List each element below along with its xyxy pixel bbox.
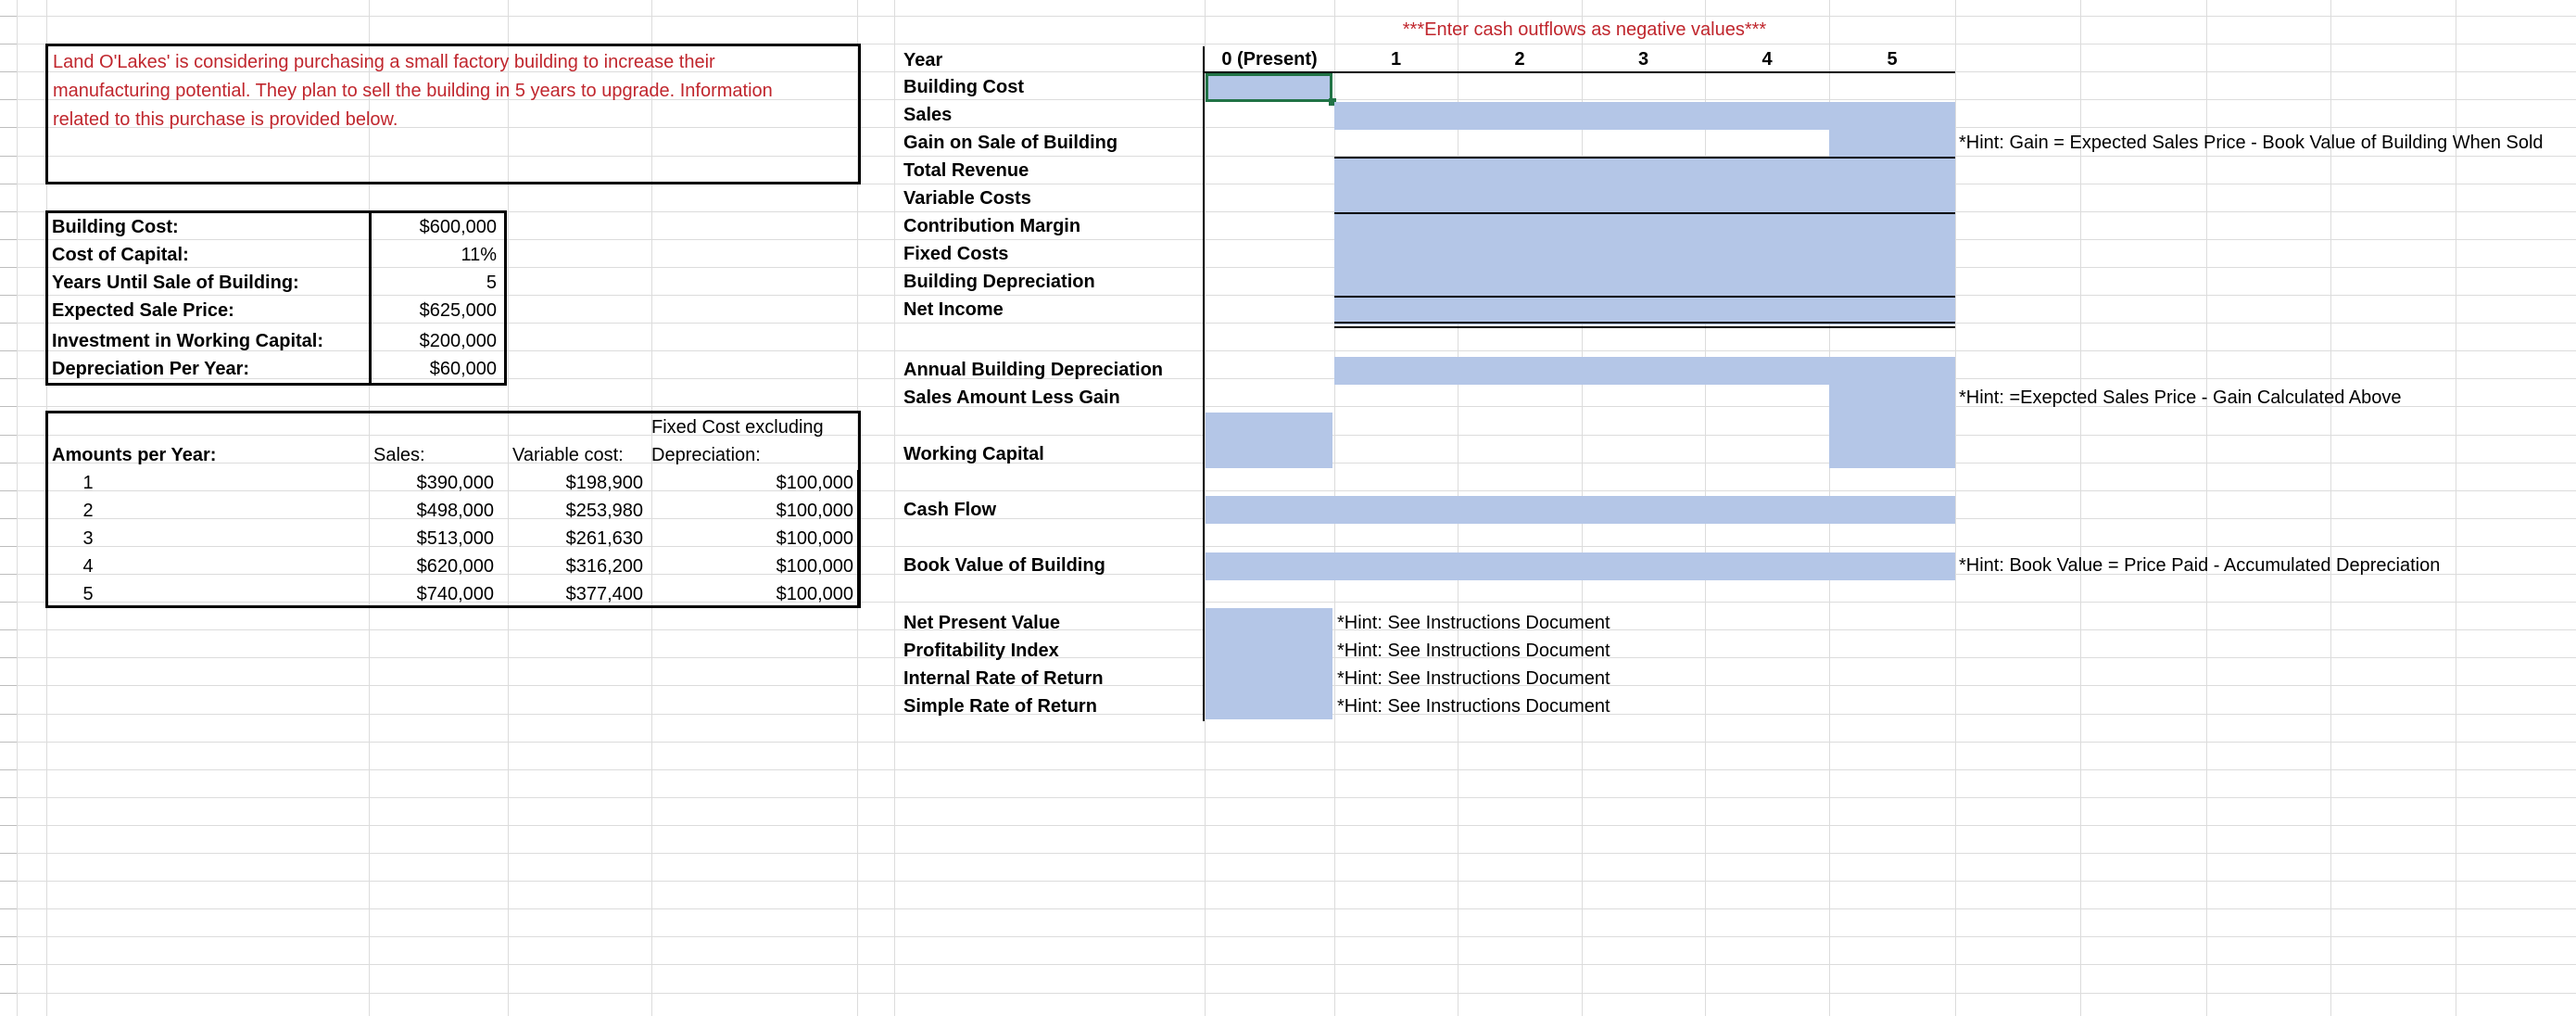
hint-gain: *Hint: Gain = Expected Sales Price - Book Value of Building When Sold <box>1959 133 2544 153</box>
amounts-row-2-year[interactable]: 2 <box>82 501 94 521</box>
amounts-row-1-fixed[interactable]: $100,000 <box>776 473 853 493</box>
year-header-5: 5 <box>1887 49 1898 70</box>
year-header-4: 4 <box>1762 49 1773 70</box>
inputs-divider <box>369 210 372 386</box>
building-cost-present-cell[interactable] <box>1206 73 1332 102</box>
sales-inputs[interactable] <box>1334 102 1955 130</box>
amounts-row-4-year[interactable]: 4 <box>82 556 94 577</box>
input-label-years-until-sale: Years Until Sale of Building: <box>52 273 299 293</box>
hint-sales-less-gain: *Hint: =Exepcted Sales Price - Gain Calculated Above <box>1959 387 2402 408</box>
input-value-cost-of-capital[interactable]: 11% <box>461 245 497 265</box>
amounts-row-5-fixed[interactable]: $100,000 <box>776 584 853 604</box>
net-income-double-rule-2 <box>1334 326 1955 328</box>
row-book-value: Book Value of Building <box>903 555 1105 576</box>
input-value-years-until-sale[interactable]: 5 <box>486 273 497 293</box>
amounts-row-1-variable[interactable]: $198,900 <box>565 473 643 493</box>
input-value-working-capital[interactable]: $200,000 <box>419 331 497 351</box>
row-irr: Internal Rate of Return <box>903 668 1104 689</box>
input-label-working-capital: Investment in Working Capital: <box>52 331 323 351</box>
amounts-header-fixed-1: Fixed Cost excluding <box>651 417 824 438</box>
year-header-1: 1 <box>1390 49 1402 70</box>
amounts-row-1-sales[interactable]: $390,000 <box>416 473 494 493</box>
row-simple-rate: Simple Rate of Return <box>903 696 1097 717</box>
amounts-row-1-year[interactable]: 1 <box>82 473 94 493</box>
sales-less-gain-year5-input[interactable] <box>1829 385 1955 468</box>
hint-book-value: *Hint: Book Value = Price Paid - Accumulated Depreciation <box>1959 555 2441 576</box>
input-value-depreciation[interactable]: $60,000 <box>429 359 497 379</box>
year-header-0: 0 (Present) <box>1221 49 1318 70</box>
input-label-depreciation: Depreciation Per Year: <box>52 359 250 379</box>
results-inputs[interactable] <box>1206 608 1332 719</box>
amounts-row-5-variable[interactable]: $377,400 <box>565 584 643 604</box>
input-label-cost-of-capital: Cost of Capital: <box>52 245 189 265</box>
row-contribution-margin: Contribution Margin <box>903 216 1081 236</box>
amounts-row-4-sales[interactable]: $620,000 <box>416 556 494 577</box>
amounts-header-year: Amounts per Year: <box>52 445 217 465</box>
hint-irr: *Hint: See Instructions Document <box>1337 668 1610 689</box>
input-value-building-cost[interactable]: $600,000 <box>419 217 497 237</box>
amounts-header-sales: Sales: <box>373 445 425 465</box>
row-profitability-index: Profitability Index <box>903 641 1059 661</box>
row-net-income: Net Income <box>903 299 1004 320</box>
hint-npv: *Hint: See Instructions Document <box>1337 613 1610 633</box>
book-value-inputs[interactable] <box>1206 552 1955 580</box>
input-label-building-cost: Building Cost: <box>52 217 179 237</box>
amounts-row-5-sales[interactable]: $740,000 <box>416 584 494 604</box>
year-header-3: 3 <box>1637 49 1649 70</box>
amounts-row-2-fixed[interactable]: $100,000 <box>776 501 853 521</box>
amounts-row-3-fixed[interactable]: $100,000 <box>776 528 853 549</box>
present-column-border <box>1203 46 1205 721</box>
income-statement-inputs[interactable] <box>1334 158 1955 324</box>
row-cash-flow: Cash Flow <box>903 500 997 520</box>
amounts-header-variable: Variable cost: <box>512 445 624 465</box>
amounts-row-4-fixed[interactable]: $100,000 <box>776 556 853 577</box>
row-working-capital: Working Capital <box>903 444 1044 464</box>
amounts-row-2-sales[interactable]: $498,000 <box>416 501 494 521</box>
amounts-header-fixed-2: Depreciation: <box>651 445 761 465</box>
row-annual-depreciation: Annual Building Depreciation <box>903 360 1164 380</box>
intro-line-3: related to this purchase is provided below. <box>53 109 398 130</box>
row-total-revenue: Total Revenue <box>903 160 1029 181</box>
margin-rule <box>1334 212 1955 214</box>
gain-year5-input[interactable] <box>1829 130 1955 158</box>
year-header-2: 2 <box>1514 49 1525 70</box>
row-variable-costs: Variable Costs <box>903 188 1031 209</box>
negative-values-banner: ***Enter cash outflows as negative values*** <box>1402 19 1767 40</box>
hint-profitability-index: *Hint: See Instructions Document <box>1337 641 1610 661</box>
amounts-row-3-year[interactable]: 3 <box>82 528 94 549</box>
amounts-row-5-year[interactable]: 5 <box>82 584 94 604</box>
net-income-double-rule-1 <box>1334 322 1955 324</box>
row-building-depreciation: Building Depreciation <box>903 272 1095 292</box>
intro-line-2: manufacturing potential. They plan to sell the building in 5 years to upgrade. Information <box>53 81 773 101</box>
amounts-row-3-variable[interactable]: $261,630 <box>565 528 643 549</box>
net-income-rule <box>1334 296 1955 298</box>
intro-line-1: Land O'Lakes' is considering purchasing a small factory building to increase their <box>53 52 715 72</box>
input-value-expected-sale-price[interactable]: $625,000 <box>419 300 497 321</box>
working-capital-present-input[interactable] <box>1206 413 1332 468</box>
amounts-row-2-variable[interactable]: $253,980 <box>565 501 643 521</box>
hint-simple-rate: *Hint: See Instructions Document <box>1337 696 1610 717</box>
row-fixed-costs: Fixed Costs <box>903 244 1009 264</box>
row-building-cost: Building Cost <box>903 77 1024 97</box>
amounts-row-3-sales[interactable]: $513,000 <box>416 528 494 549</box>
revenue-rule <box>1334 157 1955 159</box>
amounts-row-4-variable[interactable]: $316,200 <box>565 556 643 577</box>
input-label-expected-sale-price: Expected Sale Price: <box>52 300 234 321</box>
row-gain: Gain on Sale of Building <box>903 133 1118 153</box>
row-sales-less-gain: Sales Amount Less Gain <box>903 387 1120 408</box>
year-label: Year <box>903 50 943 70</box>
annual-depreciation-inputs[interactable] <box>1334 357 1955 385</box>
row-sales: Sales <box>903 105 953 125</box>
amounts-col-divider <box>857 470 860 607</box>
cash-flow-inputs[interactable] <box>1206 496 1955 524</box>
row-npv: Net Present Value <box>903 613 1060 633</box>
